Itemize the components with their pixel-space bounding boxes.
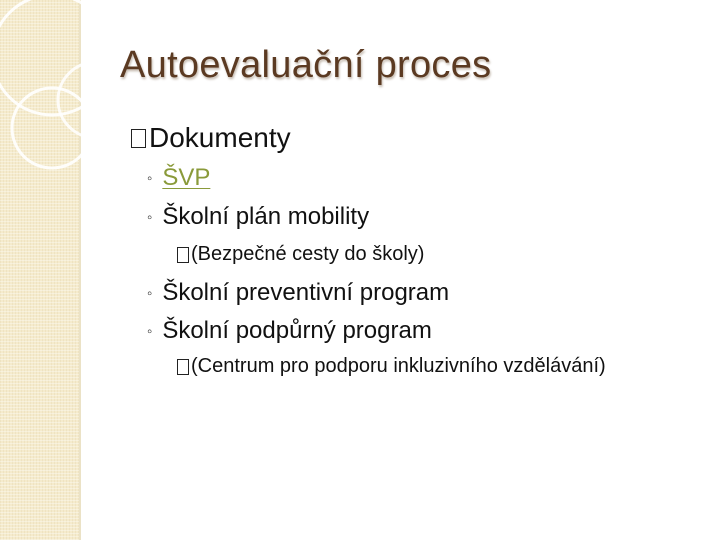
slide-title: Autoevaluační proces <box>120 44 492 86</box>
decorative-circles <box>0 0 160 200</box>
missing-glyph-box-icon <box>131 129 146 148</box>
heading-dokumenty <box>131 122 291 154</box>
bullet-icon: ◦ <box>147 285 153 302</box>
sub-item-label: (Bezpečné cesty do školy) <box>191 243 425 265</box>
svp-link[interactable]: ŠVP <box>162 164 211 191</box>
heading-label: Dokumenty <box>149 122 291 153</box>
list-item-support-program <box>147 317 432 345</box>
missing-glyph-box-icon <box>177 359 189 375</box>
bullet-icon: ◦ <box>147 170 153 187</box>
list-item-label: Školní preventivní program <box>162 279 450 306</box>
sub-item-safe-routes <box>177 243 424 266</box>
list-item-label: Školní plán mobility <box>162 203 370 230</box>
list-item-svp[interactable] <box>147 164 210 192</box>
bullet-icon: ◦ <box>147 209 153 226</box>
bullet-icon: ◦ <box>147 323 153 340</box>
sub-item-label: (Centrum pro podporu inkluzivního vzdělávání) <box>191 355 606 377</box>
list-item-mobility-plan <box>147 203 369 231</box>
missing-glyph-box-icon <box>177 247 189 263</box>
sub-item-inclusion-center <box>177 355 606 378</box>
list-item-prevention-program <box>147 279 449 307</box>
list-item-label: Školní podpůrný program <box>162 317 432 344</box>
